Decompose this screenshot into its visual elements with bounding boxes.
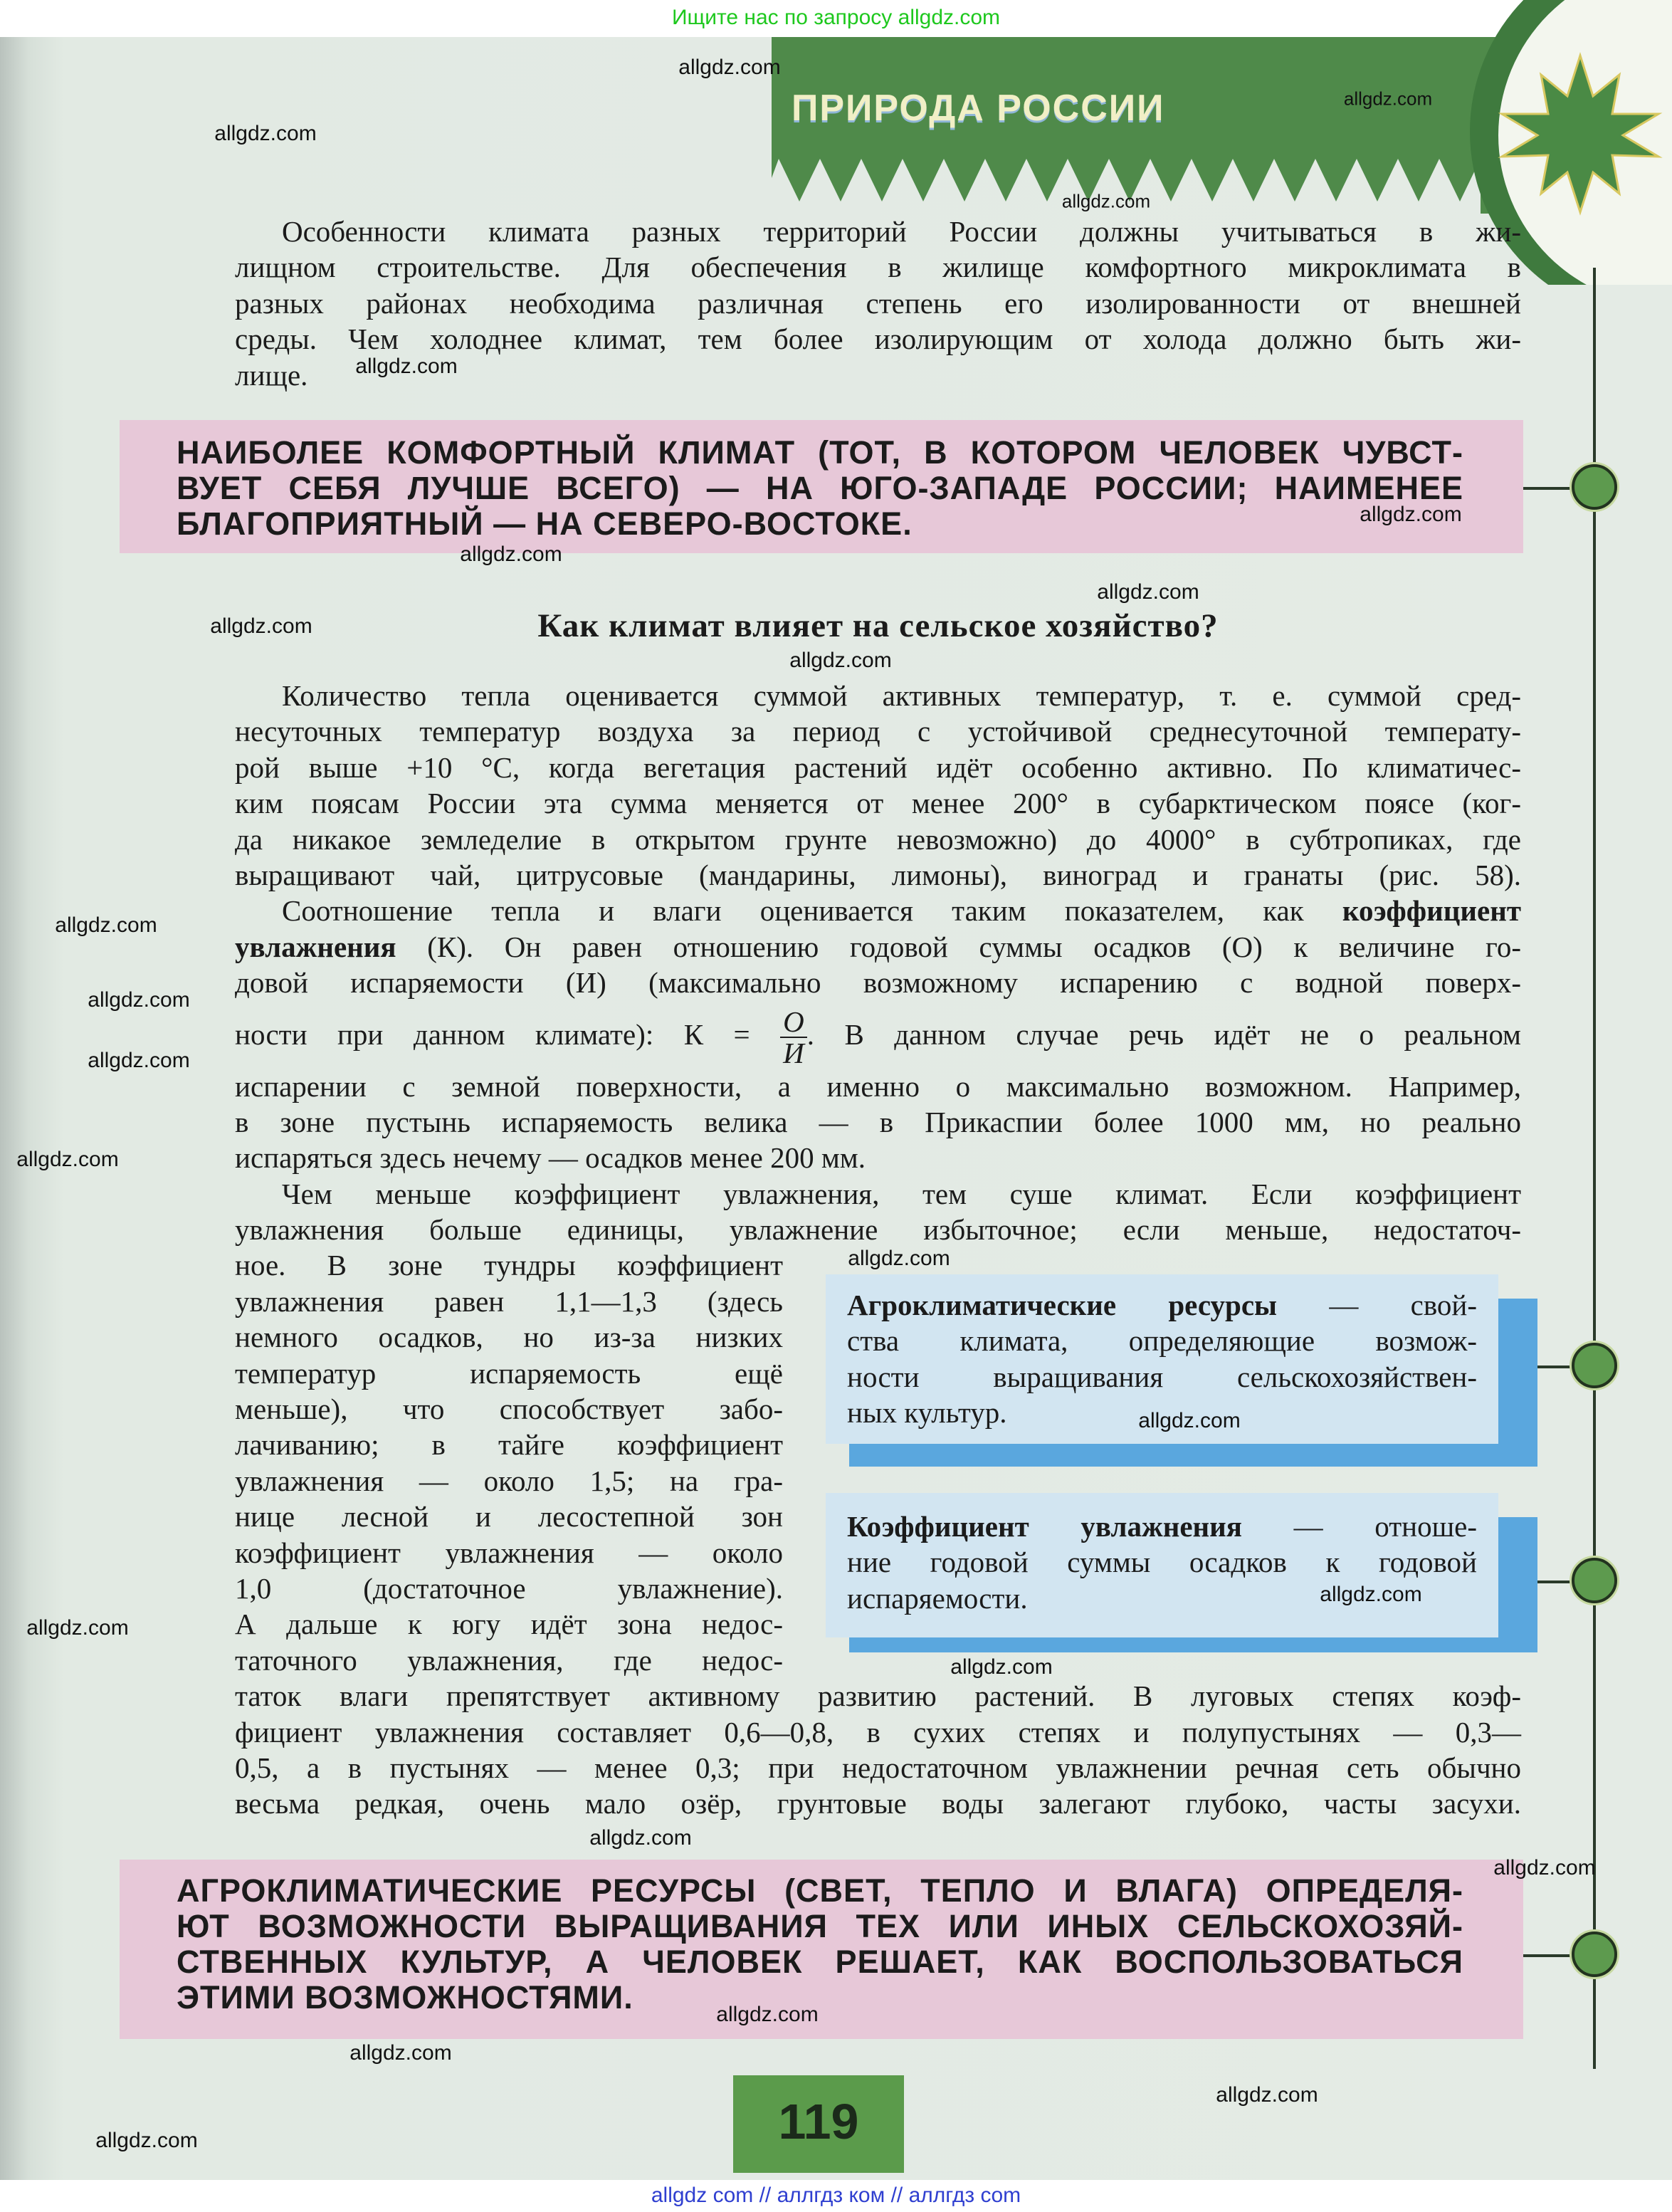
- text-line: ства климата, определяющие возмож-: [847, 1324, 1477, 1358]
- timeline-line: [1593, 268, 1596, 2069]
- watermark: allgdz.com: [848, 1247, 950, 1270]
- text-line: увлажнения равен 1,1—1,3 (здесь: [235, 1284, 783, 1318]
- watermark: allgdz.com: [26, 1616, 129, 1640]
- term-bold: коэффициент: [1342, 894, 1521, 928]
- watermark: allgdz.com: [16, 1148, 119, 1171]
- timeline-node: [1572, 1931, 1617, 1977]
- text-line: Особенности климата разных территорий России должны учитываться в жи-: [282, 215, 1521, 248]
- text-line: ное. В зоне тундры коэффициент: [235, 1249, 783, 1282]
- text-line: 0,5, а в пустынях — менее 0,3; при недостаточном увлажнении речная сеть обычно: [235, 1751, 1521, 1784]
- text-line: несуточных температур воздуха за период с устойчивой среднесуточной температу-: [235, 715, 1521, 748]
- text-line: [235, 929, 1521, 965]
- watermark: allgdz.com: [678, 56, 781, 79]
- callout-text-1: [177, 435, 1463, 542]
- numerator: О: [780, 1007, 807, 1038]
- term-bold: Коэффициент увлажнения: [847, 1510, 1242, 1543]
- watermark: allgdz.com: [1061, 190, 1151, 212]
- text-line: ВУЕТ СЕБЯ ЛУЧШЕ ВСЕГО) — НА ЮГО-ЗАПАДЕ РОССИИ; НАИМЕНЕЕ: [177, 470, 1463, 506]
- watermark: allgdz.com: [460, 542, 562, 566]
- watermark: allgdz.com: [1343, 88, 1433, 110]
- section-heading: Как климат влияет на сельское хозяйство?: [537, 607, 1219, 644]
- text-line: ЮТ ВОЗМОЖНОСТИ ВЫРАЩИВАНИЯ ТЕХ ИЛИ ИНЫХ СЕЛЬСКОХОЗЯЙ-: [177, 1908, 1463, 1944]
- text: Соотношение тепла и влаги оценивается таким показателем, как: [282, 894, 1342, 928]
- text-line: БЛАГОПРИЯТНЫЙ — НА СЕВЕРО-ВОСТОКЕ.: [177, 505, 913, 542]
- text-line: ким поясам России эта сумма меняется от менее 200° в субарктическом поясе (ког-: [235, 787, 1521, 820]
- watermark: allgdz.com: [1216, 2083, 1318, 2107]
- watermark: allgdz.com: [1493, 1856, 1596, 1880]
- box-shadow: [849, 1444, 1537, 1467]
- text-line: меньше), что способствует забо-: [235, 1393, 783, 1426]
- text-line: разных районах необходима различная степень его изолированности от внешней: [235, 286, 1521, 320]
- text-line: весьма редкая, очень мало озёр, грунтовые воды залегают глубоко, часты засухи.: [235, 1787, 1521, 1820]
- text-line: ных культур.: [847, 1396, 1007, 1430]
- text: — свой-: [1277, 1289, 1477, 1321]
- watermark: allgdz.com: [716, 2003, 819, 2026]
- text-line: среды. Чем холоднее климат, тем более изолирующим от холода должно быть жи-: [235, 323, 1521, 356]
- text-line: [235, 893, 1521, 928]
- box-shadow: [849, 1637, 1537, 1652]
- term-bold: увлажнения: [235, 930, 396, 963]
- formula-line: [235, 1001, 1521, 1069]
- watermark: allgdz.com: [1138, 1409, 1241, 1432]
- watermark: allgdz.com: [210, 614, 312, 638]
- text-line: коэффициент увлажнения — около: [235, 1536, 783, 1569]
- term-bold: Агроклиматические ресурсы: [847, 1289, 1278, 1321]
- text-line: увлажнения — около 1,5; на гра-: [235, 1464, 783, 1497]
- text-line: да никакое земледелие в открытом грунте невозможно) до 4000° в субтропиках, где: [235, 822, 1521, 856]
- text-line: выращивают чай, цитрусовые (мандарины, лимоны), виноград и гранаты (рис. 58).: [235, 858, 1521, 891]
- text-line: температур испаряемость ещё: [235, 1356, 783, 1390]
- formula-fraction: [780, 1007, 807, 1068]
- watermark: allgdz.com: [789, 649, 892, 672]
- box-shadow: [1498, 1299, 1537, 1467]
- text-line: таточного увлажнения, где недос-: [235, 1643, 783, 1677]
- watermark: allgdz.com: [1360, 503, 1462, 526]
- text-line: А дальше к югу идёт зона недос-: [235, 1608, 783, 1641]
- watermark: allgdz.com: [355, 355, 458, 378]
- text: ности при данном климате): К =: [235, 1017, 781, 1051]
- text-line: фициент увлажнения составляет 0,6—0,8, в сухих степях и полупустынях — 0,3—: [235, 1715, 1521, 1749]
- text-line: таток влаги препятствует активному развитию растений. В луговых степях коэф-: [235, 1679, 1521, 1713]
- text-line: СТВЕННЫХ КУЛЬТУР, А ЧЕЛОВЕК РЕШАЕТ, КАК ВОСПОЛЬЗОВАТЬСЯ: [177, 1944, 1463, 1980]
- text-line: лачиванию; в тайге коэффициент: [235, 1428, 783, 1462]
- text-line: ние годовой суммы осадков к годовой: [847, 1546, 1477, 1579]
- watermark: allgdz.com: [214, 122, 317, 145]
- denominator: И: [783, 1037, 804, 1070]
- watermark: allgdz.com: [88, 988, 190, 1012]
- text-line: испаряемости.: [847, 1581, 1028, 1615]
- footer-links[interactable]: allgdz com // аллгдз ком // аллгдз com: [0, 2180, 1672, 2212]
- text-line: НАИБОЛЕЕ КОМФОРТНЫЙ КЛИМАТ (ТОТ, В КОТОРОМ ЧЕЛОВЕК ЧУВСТ-: [177, 434, 1463, 471]
- callout-text-2: [177, 1873, 1463, 2016]
- text: — отноше-: [1241, 1510, 1478, 1543]
- text-line: в зоне пустынь испаряемость велика — в Прикаспии более 1000 мм, но реально: [235, 1105, 1521, 1138]
- timeline-node: [1572, 1343, 1617, 1388]
- watermark: allgdz.com: [589, 1826, 692, 1850]
- text-line: увлажнения больше единицы, увлажнение избыточное; если меньше, недостаточ-: [235, 1213, 1521, 1247]
- watermark: allgdz.com: [349, 2041, 452, 2065]
- text-line: ности выращивания сельскохозяйствен-: [847, 1360, 1477, 1393]
- text-line: довой испаряемости (И) (максимально возможному испарению с водной поверх-: [235, 966, 1521, 1000]
- text-line: рой выше +10 °С, когда вегетация растений идёт особенно активно. По климатичес-: [235, 750, 1521, 784]
- watermark: allgdz.com: [55, 913, 157, 937]
- text-line: немного осадков, но из-за низких: [235, 1321, 783, 1354]
- connector: [1523, 1954, 1573, 1957]
- text-line: 1,0 (достаточное увлажнение).: [235, 1571, 783, 1605]
- watermark: allgdz.com: [95, 2129, 198, 2152]
- text-line: Количество тепла оценивается суммой активных температур, т. е. суммой сред-: [282, 679, 1521, 712]
- watermark: allgdz.com: [1320, 1583, 1422, 1606]
- watermark: allgdz.com: [1097, 580, 1199, 604]
- text-line: лищном строительстве. Для обеспечения в жилище комфортного микроклимата в: [235, 251, 1521, 284]
- text-line: испарении с земной поверхности, а именно о максимально возможном. Например,: [235, 1069, 1521, 1103]
- text-line: лище.: [235, 358, 308, 392]
- text: . В данном случае речь идёт не о реальном: [806, 1017, 1521, 1051]
- connector: [1523, 487, 1573, 490]
- timeline-node: [1572, 464, 1617, 510]
- text-line: [847, 1509, 1477, 1544]
- watermark: allgdz.com: [950, 1655, 1053, 1679]
- text-line: испаряться здесь нечему — осадков менее 200 мм.: [235, 1141, 866, 1175]
- text-line: Чем меньше коэффициент увлажнения, тем суше климат. Если коэффициент: [282, 1177, 1521, 1210]
- text-line: АГРОКЛИМАТИЧЕСКИЕ РЕСУРСЫ (СВЕТ, ТЕПЛО И ВЛАГА) ОПРЕДЕЛЯ-: [177, 1872, 1463, 1909]
- watermark: allgdz.com: [88, 1049, 190, 1072]
- text-line: [847, 1287, 1477, 1323]
- text: (К). Он равен отношению годовой суммы осадков (О) к величине го-: [396, 930, 1521, 963]
- text-line: нице лесной и лесостепной зон: [235, 1500, 783, 1534]
- page-number: 119: [733, 2075, 904, 2173]
- text-line: ЭТИМИ ВОЗМОЖНОСТЯМИ.: [177, 1979, 633, 2016]
- timeline-node: [1572, 1558, 1617, 1603]
- box-shadow: [1498, 1517, 1537, 1652]
- top-banner[interactable]: Ищите нас по запросу allgdz.com: [671, 6, 1001, 29]
- section-title: ПРИРОДА РОССИИ: [792, 88, 1165, 129]
